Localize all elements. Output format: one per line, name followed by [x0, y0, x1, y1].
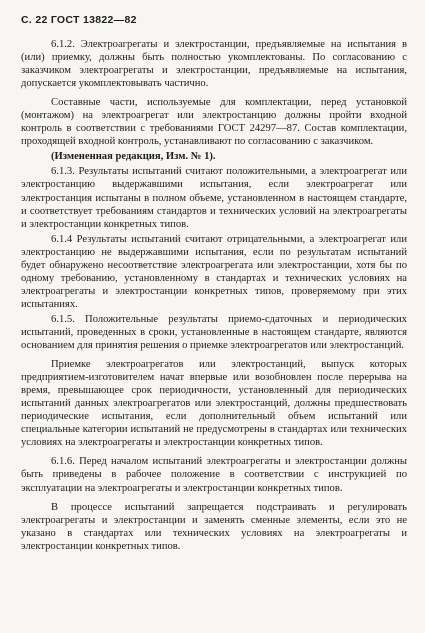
paragraph-acceptance: Приемке электроагрегатов или электростанций, выпуск которых предприятием-изготовителем начат впервые или возобновлен после перерыва на время, превышающее срок периодичности, установленный для периодических испытаний данных электроагрегатов или электростанций, должны предшествовать периодические испытания, если дополнительный объем испытаний или специальные категории испытаний не предусмотрены в стандартах или технических условиях на электроагрегаты и электростанции конкретных типов. — [21, 359, 407, 449]
paragraph-6-1-5: 6.1.5. Положительные результаты приемо-сдаточных и периодических испытаний, проведенных в сроки, установленные в настоящем стандарте, являются основанием для принятия решения о приемке электроагрегатов или электростанций. — [21, 313, 407, 352]
page-header: С. 22 ГОСТ 13822—82 — [21, 14, 137, 26]
paragraph-components: Составные части, используемые для комплектации, перед установкой (монтажом) на электроагрегат или электростанцию должны пройти входной контроль в соответствии с требованиями ГОСТ 24297—87. Состав комплектации, проходящей входной контроль, устанавливают по согласованию с заказчиком. — [21, 97, 407, 148]
paragraph-6-1-6: 6.1.6. Перед началом испытаний электроагрегаты и электростанции должны быть приведены в рабочее положение в соответствии с инструкцией по эксплуатации на электроагрегаты и электростанции конкретных типов. — [21, 456, 407, 494]
paragraph-6-1-3: 6.1.3. Результаты испытаний считают положительными, а электроагрегат или электростанцию выдержавшими испытания, если электроагрегат или электростанция испытаны в полном объеме, установленном в настоящем стандарте, и соответствует требованиям стандартов и технических условий на электроагрегаты и электростанции конкретных типов. — [21, 166, 407, 230]
paragraph-prohibition: В процессе испытаний запрещается подстраивать и регулировать электроагрегаты и электростанции и заменять сменные элементы, если это не указано в стандартах или технических условиях на электроагрегаты и электростанции конкретных типов. — [21, 501, 407, 552]
amendment-note: (Измененная редакция, Изм. № 1). — [51, 151, 216, 163]
paragraph-6-1-4: 6.1.4 Результаты испытаний считают отрицательными, а электроагрегат или электростанцию не выдержавшими испытания, если по результатам испытаний будет обнаружено несоответствие электроагрегата или электростанции, хотя бы по одному требованию, установленному в стандартах и технических условиях на электроагрегаты и электростанции конкретных типов, проверяемому при этих испытаниях. — [21, 233, 407, 310]
paragraph-6-1-2: 6.1.2. Электроагрегаты и электростанции, предъявляемые на испытания в (или) приемку, должны быть полностью укомплектованы. По согласованию с заказчиком электроагрегаты и электростанции, предъявляемые на испытания, допускается укомплектовывать частично. — [21, 39, 407, 90]
